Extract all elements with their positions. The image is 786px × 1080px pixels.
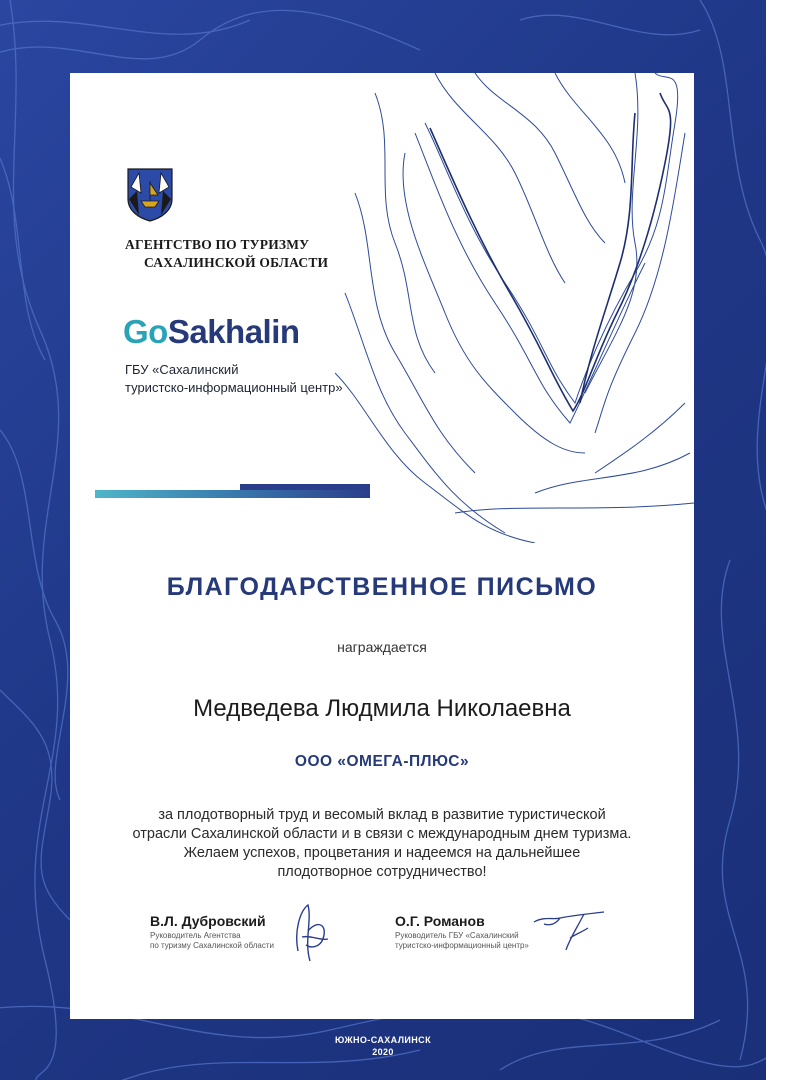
signatory-2-signature: [530, 908, 610, 953]
body-line-2: отрасли Сахалинской области и в связи с международным днем туризма.: [132, 826, 632, 842]
footer-city: ЮЖНО-САХАЛИНСК: [335, 1035, 431, 1045]
logo-sakhalin: Sakhalin: [167, 313, 300, 350]
gosakhalin-logo: [123, 313, 300, 351]
agency-name-line-2: САХАЛИНСКОЙ ОБЛАСТИ: [144, 255, 329, 270]
signatory-1-role-line-2: по туризму Сахалинской области: [150, 941, 274, 950]
signatory-2-role-line-2: туристско-информационный центр»: [395, 941, 529, 950]
signatory-2-role-line-1: Руководитель ГБУ «Сахалинский: [395, 931, 519, 940]
organization-line-2: туристско-информационный центр»: [125, 380, 343, 395]
body-line-1: за плодотворный труд и весомый вклад в развитие туристической: [158, 807, 606, 823]
signatory-1-role: [150, 931, 300, 951]
body-line-3: Желаем успехов, процветания и надеемся на дальнейшее: [183, 845, 581, 861]
sakhalin-contour-map: [335, 73, 694, 543]
sakhalin-coat-of-arms-icon: [125, 163, 175, 223]
body-line-4: плодотворное сотрудничество!: [277, 864, 487, 880]
organization-name: [125, 361, 405, 397]
certificate-sheet: [70, 73, 694, 1019]
letter-body: [100, 806, 664, 882]
signatory-1-signature: [290, 901, 332, 965]
agency-name-line-1: АГЕНТСТВО ПО ТУРИЗМУ: [125, 237, 310, 252]
footer: [0, 1034, 766, 1058]
organization-line-1: ГБУ «Сахалинский: [125, 362, 239, 377]
footer-year: 2020: [372, 1047, 394, 1057]
header-rule: [95, 490, 370, 498]
signatory-1-name: В.Л. Дубровский: [150, 913, 266, 929]
scan-edge: [766, 0, 786, 1080]
logo-go: Go: [123, 313, 168, 350]
awarded-label: награждается: [337, 639, 427, 655]
signatory-1-role-line-1: Руководитель Агентства: [150, 931, 241, 940]
agency-name: [125, 236, 425, 272]
letter-title: БЛАГОДАРСТВЕННОЕ ПИСЬМО: [166, 573, 598, 601]
signatory-2-name: О.Г. Романов: [395, 913, 485, 929]
recipient-name: Медведева Людмила Николаевна: [193, 695, 571, 722]
recipient-company: ООО «ОМЕГА-ПЛЮС»: [294, 753, 470, 770]
